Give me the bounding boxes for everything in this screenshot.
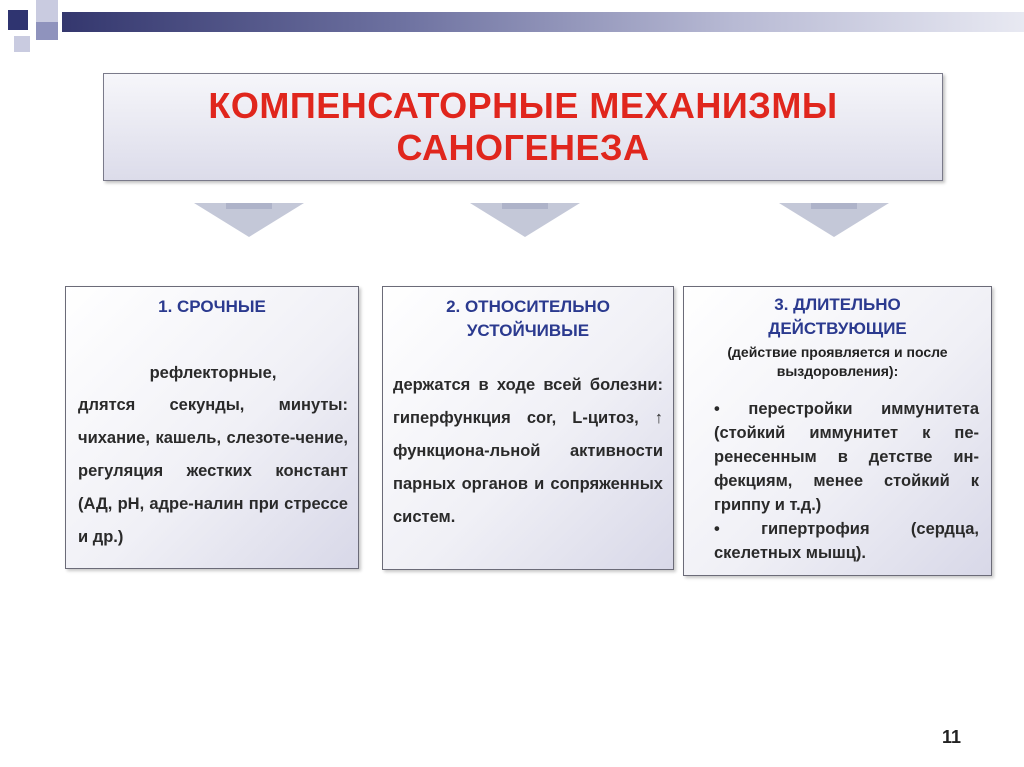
down-arrow-icon (470, 203, 580, 237)
card-body: длятся секунды, минуты: чихание, кашель, слезоте-чение, регуляция жестких констант (АД, pH, адре-налин при стрессе и др.) (78, 396, 348, 546)
card-heading-line-2: УСТОЙЧИВЫЕ (466, 321, 590, 340)
card-lead: рефлекторные, (149, 364, 277, 382)
title-line-1: КОМПЕНСАТОРНЫЕ МЕХАНИЗМЫ (208, 85, 838, 126)
card-note: (действие проявляется и после выздоровления): (727, 344, 948, 379)
card-urgent (65, 286, 359, 569)
decor-square (14, 36, 30, 52)
card-relatively-stable (382, 286, 674, 570)
decor-square (36, 22, 58, 40)
decor-square (36, 0, 58, 22)
title-line-2: САНОГЕНЕЗА (396, 127, 650, 168)
card-heading-line-2: ДЕЙСТВУЮЩИЕ (768, 319, 907, 338)
card-heading: 1. СРОЧНЫЕ (158, 297, 266, 316)
down-arrow-icon (194, 203, 304, 237)
card-long-acting (683, 286, 992, 576)
decor-square (8, 10, 28, 30)
title-box (103, 73, 943, 181)
card-heading-line-1: 3. ДЛИТЕЛЬНО (774, 295, 901, 314)
card-body: держатся в ходе всей болезни: гиперфункция cor, L-цитоз, ↑ функциона-льной активности парных органов и сопряженных систем. (393, 376, 663, 526)
down-arrow-icon (779, 203, 889, 237)
card-heading-line-1: 2. ОТНОСИТЕЛЬНО (446, 297, 610, 316)
card-bullet: • перестройки иммунитета (стойкий иммунитет к пе-ренесенным в детстве ин-фекциям, менее стойкий к гриппу и т.д.) (714, 400, 979, 514)
card-bullet: • гипертрофия (сердца, скелетных мышц). (714, 520, 979, 562)
page-number: 11 (942, 727, 962, 747)
header-gradient-bar (62, 12, 1024, 32)
